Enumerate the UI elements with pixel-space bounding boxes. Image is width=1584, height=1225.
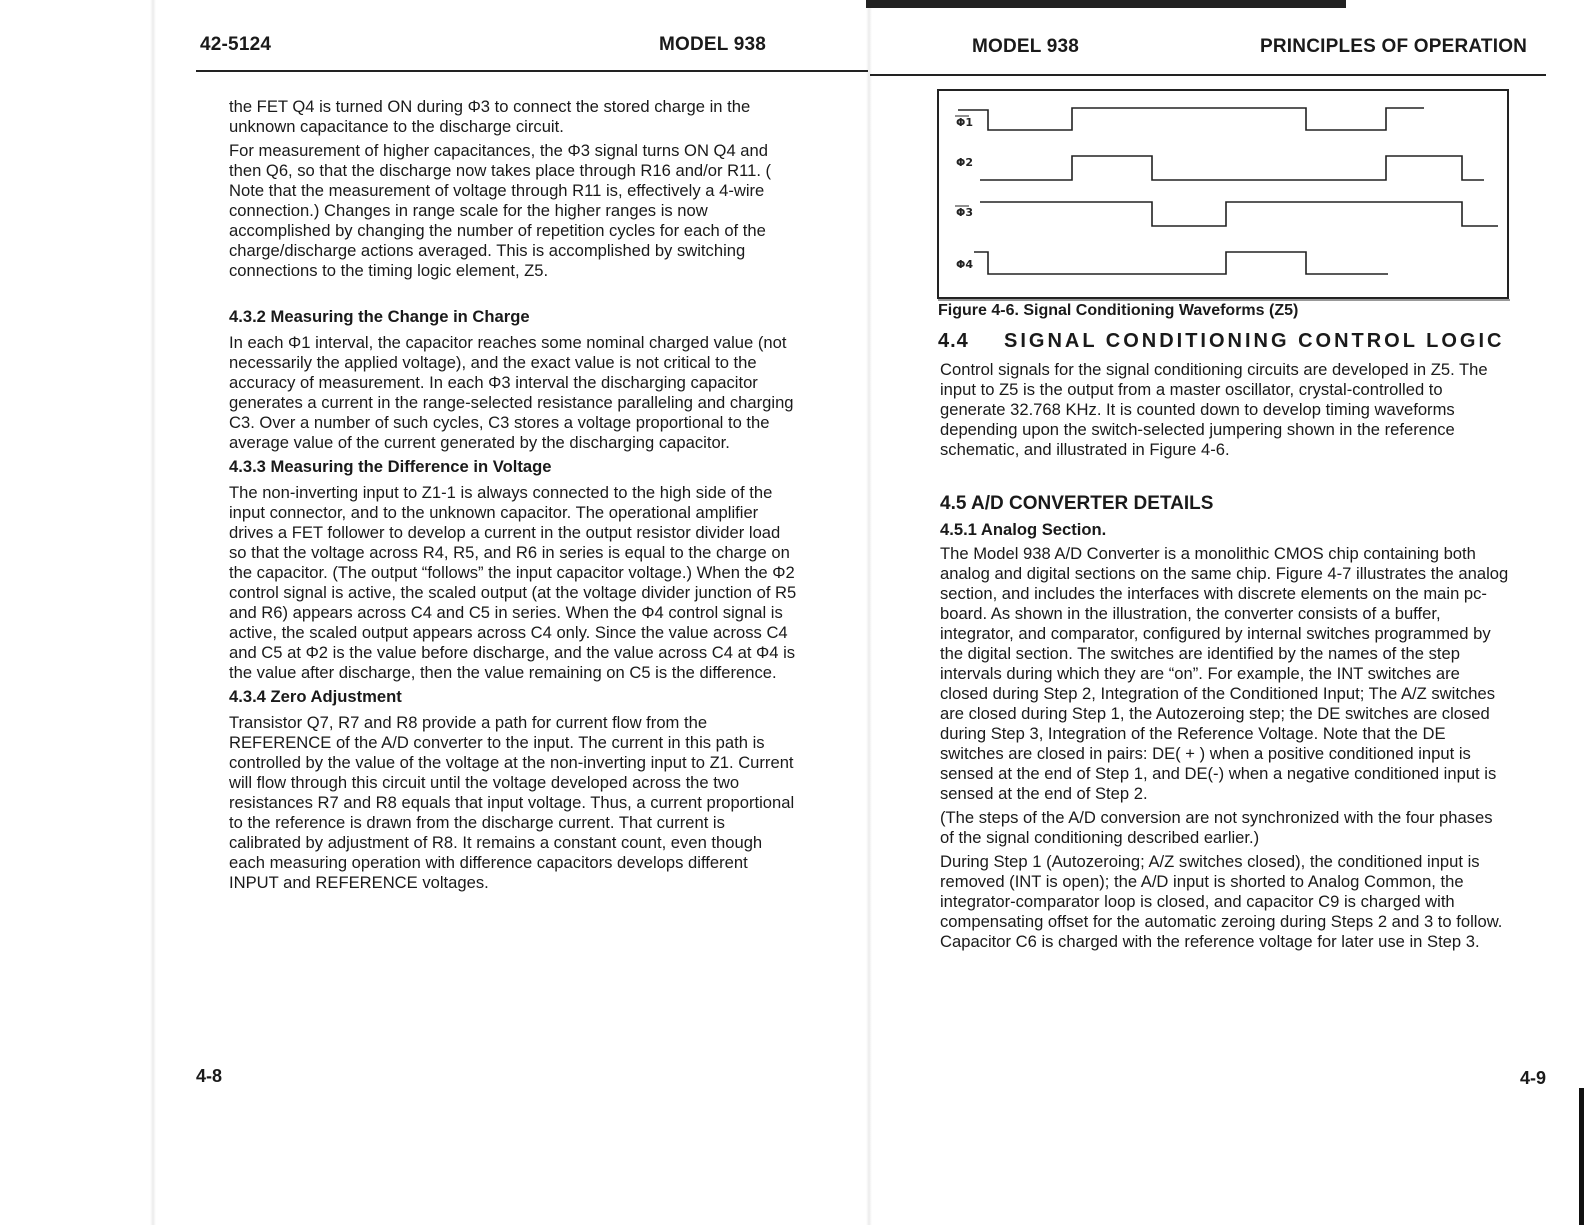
- phi4-label: Φ4: [956, 258, 974, 271]
- section-heading-4-3-4: 4.3.4 Zero Adjustment: [229, 687, 402, 706]
- section-4-4-title: SIGNAL CONDITIONING CONTROL LOGIC: [1004, 330, 1505, 352]
- figure-caption: Figure 4-6. Signal Conditioning Waveforms (Z5): [938, 302, 1299, 319]
- section-4-5-1-paragraph-2: (The steps of the A/D conversion are not synchronized with the four phases of the signal conditioning described earlier.): [940, 808, 1493, 847]
- section-4-5-1-paragraph-1: The Model 938 A/D Converter is a monolithic CMOS chip containing both analog and digital sections on the same chip. Figure 4-7 illustrates the analog section, and includes the interfaces with discrete elements on the main pc-board. As shown in the illustration, the converter consists of a buffer, integrator, and comparator, configured by internal switches programmed by the digital section. The switches are identified by the names of the step intervals during which they are “on”. For example, the INT switches are closed during Step 2, Integration of the Conditioned Input; The A/Z switches are closed during Step 1, the Autozeroing step; the DE switches are closed during Step 3, Integration of the Reference Voltage. Note that the DE switches are closed in pairs: DE( + ) when a positive conditioned input is sensed at the end of Step 1, and DE(-) when a negative conditioned input is sensed at the end of Step 2.: [940, 544, 1509, 803]
- phi3-waveform: [980, 202, 1498, 226]
- left-header-doc-number: 42-5124: [200, 34, 272, 55]
- phi4-waveform: [974, 252, 1388, 274]
- right-header-model: MODEL 938: [972, 36, 1080, 57]
- intro-paragraph-1: the FET Q4 is turned ON during Φ3 to connect the stored charge in the unknown capacitance to the discharge circuit.: [229, 97, 751, 136]
- phi1-label: Φ1: [956, 116, 974, 129]
- section-4-4-number: 4.4: [938, 330, 969, 352]
- left-header-model: MODEL 938: [659, 34, 767, 55]
- right-header-rule: [870, 74, 1546, 76]
- waveform-diagram: [936, 88, 1512, 302]
- phi1-waveform: [958, 108, 1424, 130]
- left-header-rule: [196, 70, 868, 72]
- left-text-column: [229, 97, 801, 897]
- section-heading-4-4: [938, 330, 1518, 353]
- top-edge-bar: [866, 0, 1346, 8]
- right-edge-bar: [1579, 1088, 1584, 1225]
- left-page-number: 4-8: [196, 1066, 223, 1086]
- section-4-4-paragraph: Control signals for the signal conditioning circuits are developed in Z5. The input to Z5 is the output from a master oscillator, crystal-controlled to generate 32.768 KHz. It is counted down to develop timing waveforms depending upon the switch-selected jumpering shown in the reference schematic, and illustrated in Figure 4-6.: [940, 360, 1488, 459]
- center-binding-shadow: [866, 0, 872, 1225]
- section-heading-4-3-3: 4.3.3 Measuring the Difference in Voltage: [229, 457, 552, 476]
- right-page-number: 4-9: [1520, 1068, 1547, 1088]
- section-4-3-2-paragraph: In each Φ1 interval, the capacitor reaches some nominal charged value (not necessarily the applied voltage), and the exact value is not critical to the accuracy of measurement. In each Φ3 interval the discharging capacitor generates a current in the range-selected resistance paralleling and charging C3. Over a number of such cycles, C3 stores a voltage proportional to the average value of the current generated by the discharging capacitor.: [229, 333, 794, 452]
- subsection-heading-4-5-1: 4.5.1 Analog Section.: [940, 520, 1107, 539]
- section-4-3-3-paragraph: The non-inverting input to Z1-1 is always connected to the high side of the input connector, and to the unknown capacitor. The operational amplifier drives a FET follower to develop a current in the output resistor divider load so that the voltage across R4, R5, and R6 in series is equal to the charge on the capacitor. (The output “follows” the input capacitor voltage.) When the Φ2 control signal is active, the scaled output (at the voltage divider junction of R5 and R6) appears across C4 and C5 in series. When the Φ4 control signal is active, the scaled output appears across C4 only. Since the value across C4 and C5 at Φ2 is the value before discharge, and the value across C4 at Φ4 is the value after discharge, then the value remaining on C5 is the difference.: [229, 483, 797, 682]
- right-text-column: [940, 360, 1510, 956]
- section-heading-4-5: 4.5 A/D CONVERTER DETAILS: [940, 493, 1214, 514]
- intro-paragraph-2: For measurement of higher capacitances, the Φ3 signal turns ON Q4 and then Q6, so that the discharge now takes place through R16 and/or R11. ( Note that the measurement of voltage through R11 is, effectively a 4-wire connection.) Changes in range scale for the higher ranges is now accomplished by changing the number of repetition cycles for each of the charge/discharge actions averaged. This is accomplished by switching connections to the timing logic element, Z5.: [229, 141, 772, 280]
- phi2-waveform: [980, 156, 1484, 180]
- left-margin-shadow: [150, 0, 156, 1225]
- figure-4-6: [936, 88, 1512, 302]
- section-4-3-4-paragraph: Transistor Q7, R7 and R8 provide a path for current flow from the REFERENCE of the A/D converter to the input. The current in this path is controlled by the value of the voltage at the non-inverting input to Z1. Current will flow through this circuit until the voltage developed across the two resistances R7 and R8 equals that input voltage. Thus, a current proportional to the reference is drawn from the discharge current. That current is calibrated by adjustment of R8. It remains a constant count, even though each measuring operation with difference capacitors develops different INPUT and REFERENCE voltages.: [229, 713, 795, 892]
- section-4-5-1-paragraph-3: During Step 1 (Autozeroing; A/Z switches closed), the conditioned input is removed (INT is open); the A/D input is shorted to Analog Common, the integrator-comparator loop is closed, and capacitor C9 is charged with compensating offset for the automatic zeroing during Steps 2 and 3 to follow. Capacitor C6 is charged with the reference voltage for later use in Step 3.: [940, 852, 1503, 951]
- phi3-label: Φ3: [956, 206, 974, 219]
- right-header-section: PRINCIPLES OF OPERATION: [1260, 36, 1528, 57]
- figure-frame: [938, 90, 1508, 298]
- phi2-label: Φ2: [956, 156, 974, 169]
- section-heading-4-3-2: 4.3.2 Measuring the Change in Charge: [229, 307, 530, 326]
